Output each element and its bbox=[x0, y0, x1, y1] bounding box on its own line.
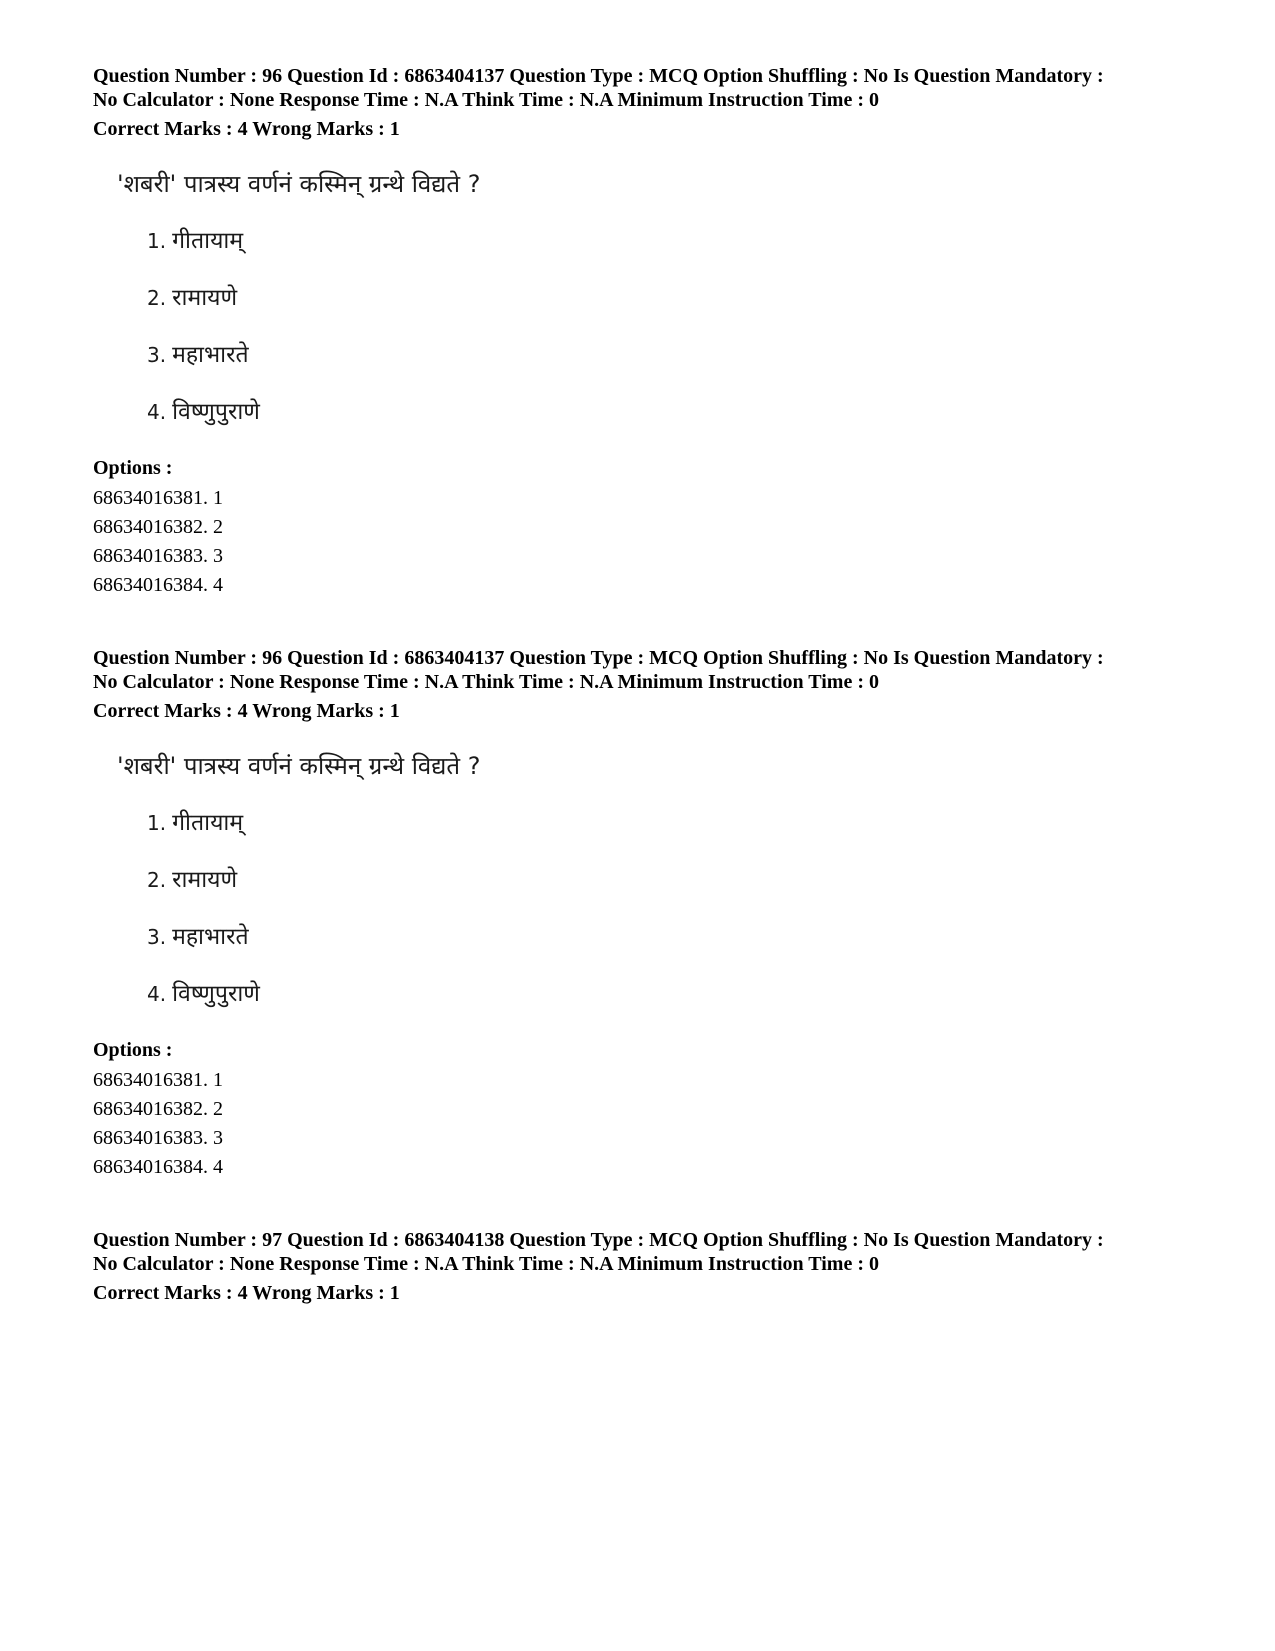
question-meta-line-1: Question Number : 96 Question Id : 6863404137 Question Type : MCQ Option Shuffling : No Is Question Mandatory : bbox=[93, 65, 1104, 87]
question-image bbox=[117, 741, 537, 1031]
option-2: 68634016382. 2 bbox=[93, 516, 223, 538]
choice-1: 1. गीतायाम् bbox=[147, 228, 244, 254]
question-block-1 bbox=[93, 64, 1213, 600]
question-stem: 'शबरी' पात्रस्य वर्णनं कस्मिन् ग्रन्थे विद्यते ? bbox=[117, 752, 481, 780]
choice-1: 1. गीतायाम् bbox=[147, 810, 244, 836]
question-meta-line-1: Question Number : 97 Question Id : 6863404138 Question Type : MCQ Option Shuffling : No Is Question Mandatory : bbox=[93, 1229, 1104, 1251]
option-1: 68634016381. 1 bbox=[93, 487, 223, 509]
question-block-3 bbox=[93, 1228, 1213, 1305]
choice-3: 3. महाभारते bbox=[147, 924, 249, 950]
question-marks: Correct Marks : 4 Wrong Marks : 1 bbox=[93, 700, 400, 722]
choice-3: 3. महाभारते bbox=[147, 342, 249, 368]
choice-4: 4. विष्णुपुराणे bbox=[147, 399, 260, 425]
question-marks: Correct Marks : 4 Wrong Marks : 1 bbox=[93, 1282, 400, 1304]
option-3: 68634016383. 3 bbox=[93, 545, 223, 567]
options-label: Options : bbox=[93, 457, 173, 479]
option-4: 68634016384. 4 bbox=[93, 574, 223, 596]
question-meta-line-2: No Calculator : None Response Time : N.A Think Time : N.A Minimum Instruction Time : 0 bbox=[93, 671, 879, 693]
options-label: Options : bbox=[93, 1039, 173, 1061]
choice-4: 4. विष्णुपुराणे bbox=[147, 981, 260, 1007]
question-stem: 'शबरी' पात्रस्य वर्णनं कस्मिन् ग्रन्थे विद्यते ? bbox=[117, 170, 481, 198]
question-meta-line-2: No Calculator : None Response Time : N.A Think Time : N.A Minimum Instruction Time : 0 bbox=[93, 89, 879, 111]
question-meta-line-2: No Calculator : None Response Time : N.A Think Time : N.A Minimum Instruction Time : 0 bbox=[93, 1253, 879, 1275]
choice-2: 2. रामायणे bbox=[147, 867, 238, 893]
question-image bbox=[117, 159, 537, 449]
option-4: 68634016384. 4 bbox=[93, 1156, 223, 1178]
option-1: 68634016381. 1 bbox=[93, 1069, 223, 1091]
option-2: 68634016382. 2 bbox=[93, 1098, 223, 1120]
question-marks: Correct Marks : 4 Wrong Marks : 1 bbox=[93, 118, 400, 140]
question-block-2 bbox=[93, 646, 1213, 1182]
question-meta-line-1: Question Number : 96 Question Id : 6863404137 Question Type : MCQ Option Shuffling : No Is Question Mandatory : bbox=[93, 647, 1104, 669]
option-3: 68634016383. 3 bbox=[93, 1127, 223, 1149]
choice-2: 2. रामायणे bbox=[147, 285, 238, 311]
